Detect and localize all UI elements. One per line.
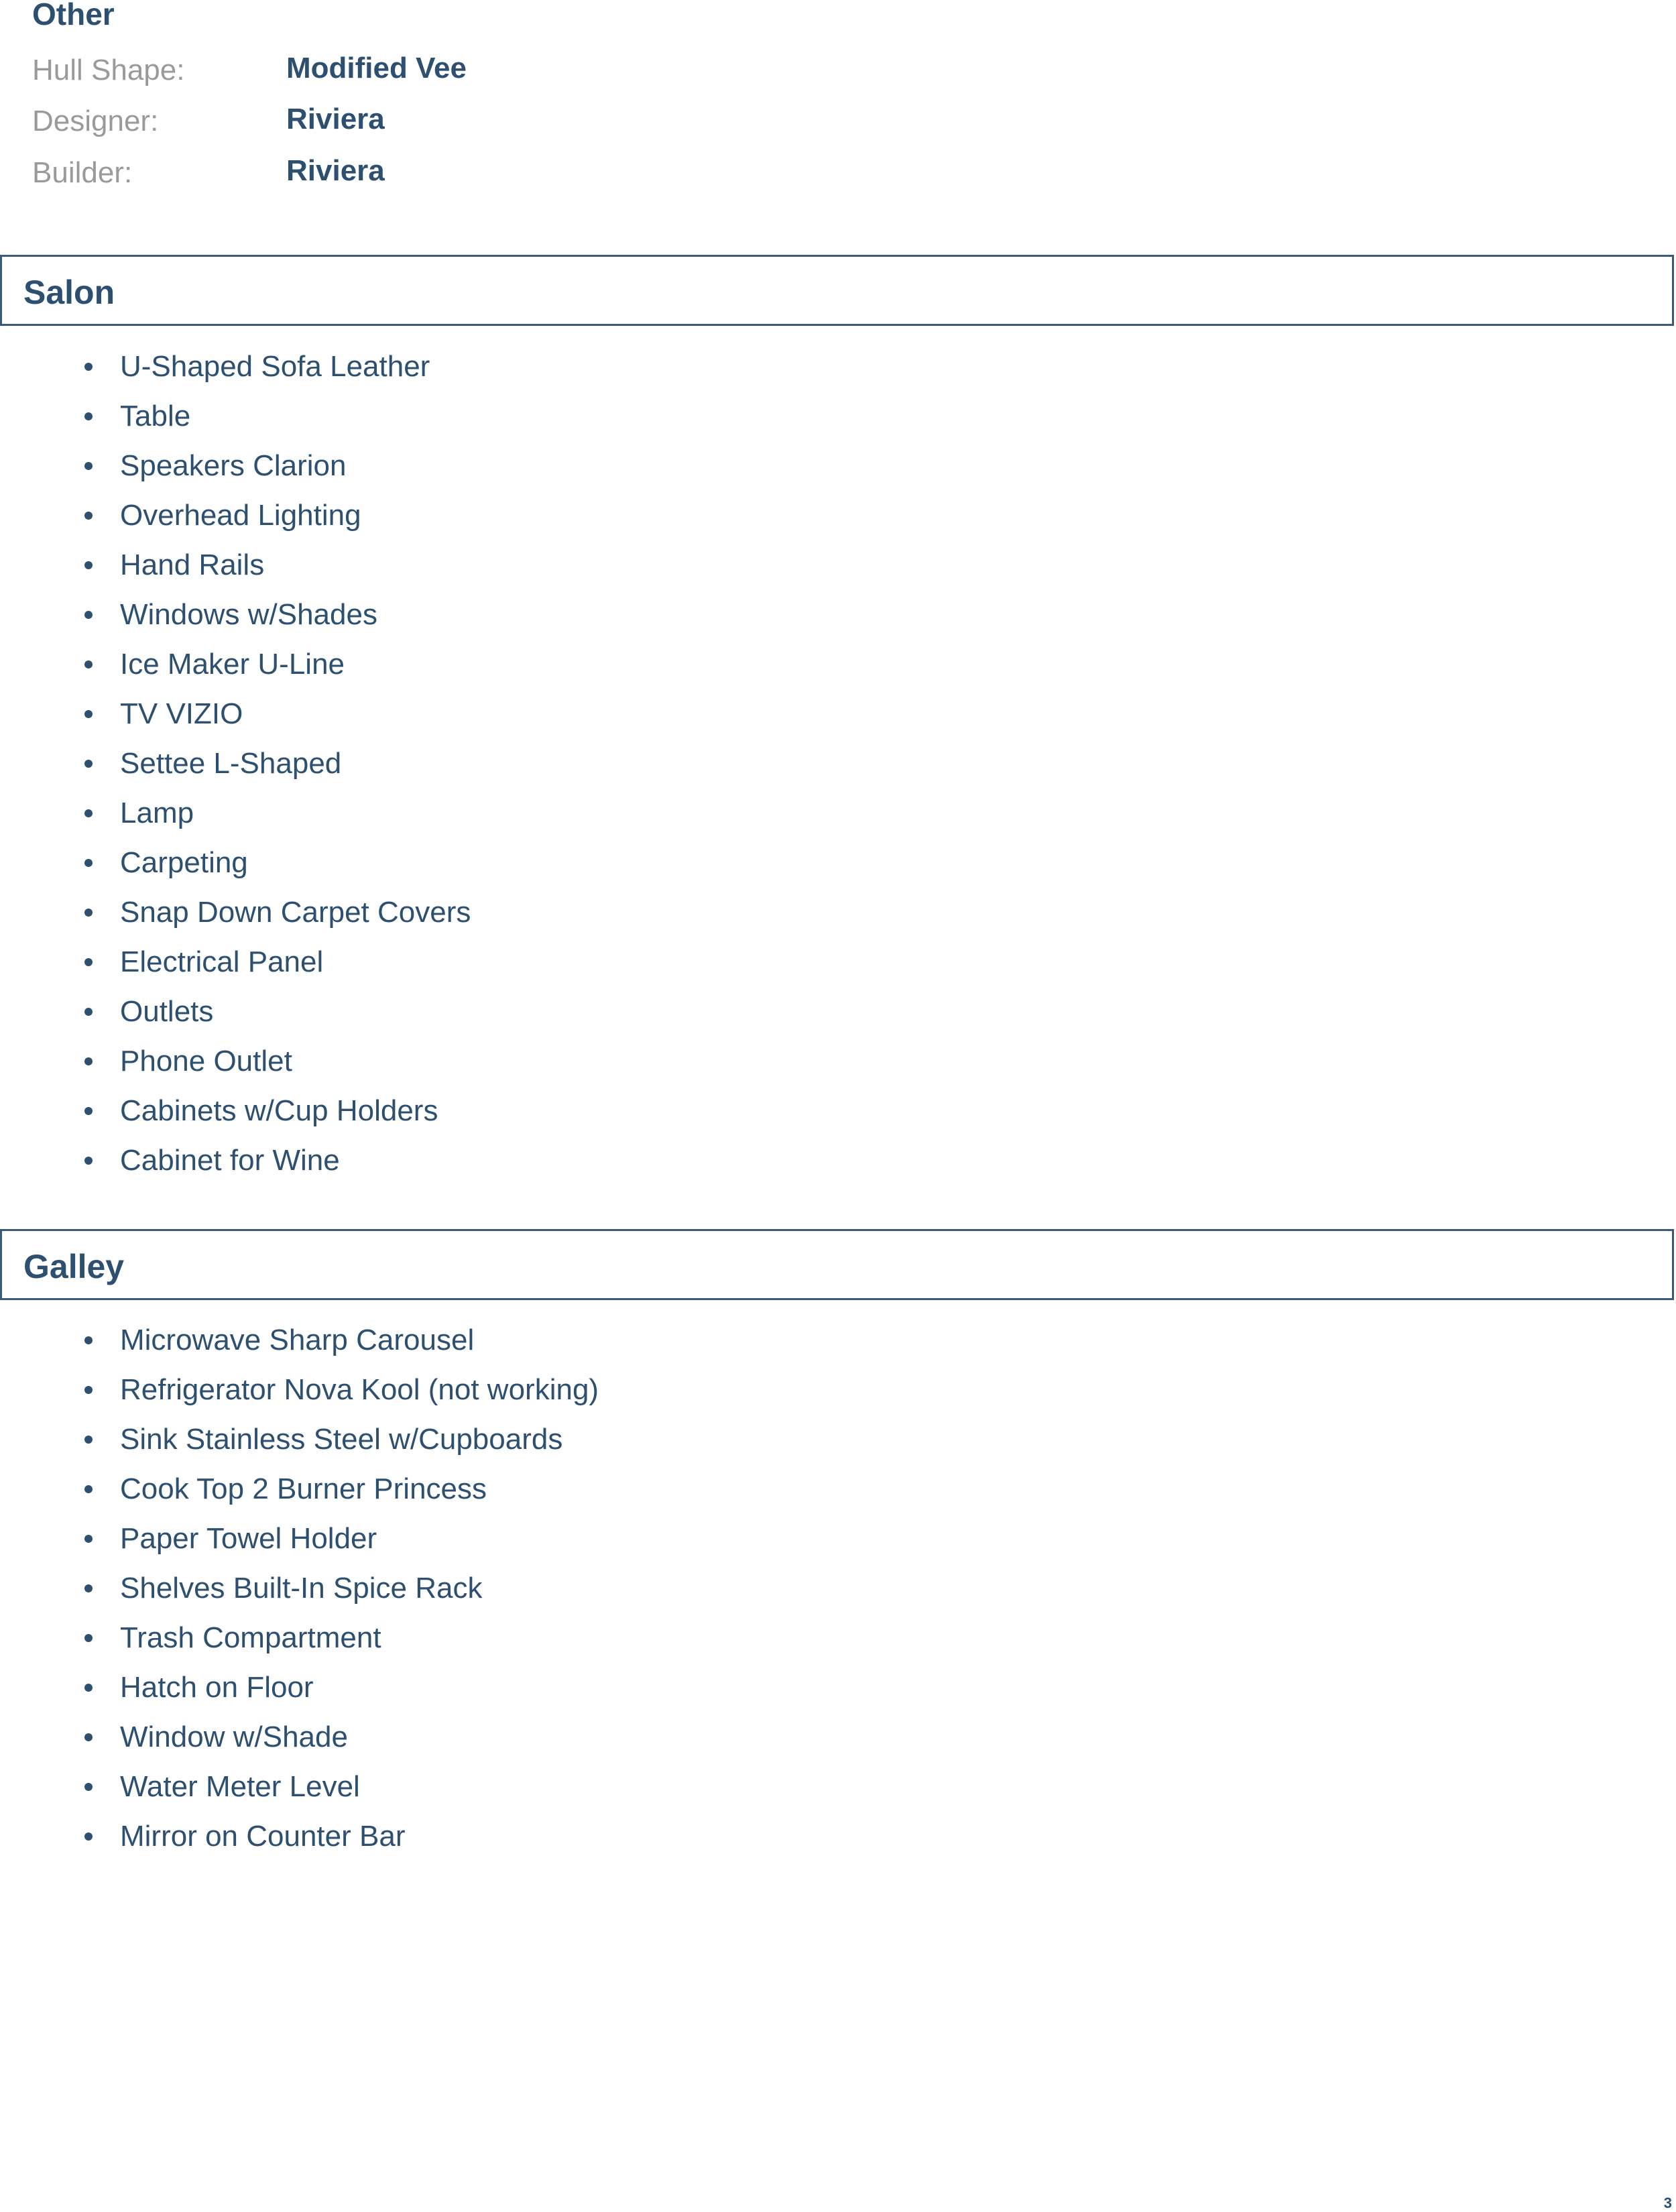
list-item-text: Phone Outlet <box>120 1045 292 1078</box>
spec-label: Designer: <box>32 105 159 137</box>
list-item-text: Hatch on Floor <box>120 1671 314 1704</box>
spec-label: Hull Shape: <box>32 54 185 86</box>
list-item-text: Hand Rails <box>120 548 265 581</box>
bullet-icon <box>84 412 93 420</box>
spec-value: Modified Vee <box>286 52 467 84</box>
bullet-icon <box>84 611 93 619</box>
list-item-text: Shelves Built-In Spice Rack <box>120 1572 483 1605</box>
bullet-icon <box>84 1684 93 1692</box>
list-item-text: Sink Stainless Steel w/Cupboards <box>120 1423 563 1456</box>
galley-section-title: Galley <box>23 1248 125 1285</box>
list-item-text: Electrical Panel <box>120 945 324 978</box>
spec-value: Riviera <box>286 154 385 187</box>
list-item-text: U-Shaped Sofa Leather <box>120 350 430 383</box>
bullet-icon <box>84 859 93 867</box>
spec-value: Riviera <box>286 103 385 135</box>
bullet-icon <box>84 1733 93 1741</box>
bullet-icon <box>84 809 93 817</box>
bullet-icon <box>84 1157 93 1165</box>
bullet-icon <box>84 1057 93 1065</box>
bullet-icon <box>84 1832 93 1841</box>
bullet-icon <box>84 561 93 569</box>
bullet-icon <box>84 909 93 917</box>
bullet-icon <box>84 710 93 718</box>
bullet-icon <box>84 760 93 768</box>
list-item-text: Speakers Clarion <box>120 449 347 482</box>
bullet-icon <box>84 363 93 371</box>
list-item-text: Paper Towel Holder <box>120 1522 377 1555</box>
salon-section-header <box>0 255 1674 326</box>
list-item-text: Settee L-Shaped <box>120 747 342 780</box>
bullet-icon <box>84 660 93 668</box>
bullet-icon <box>84 462 93 470</box>
list-item-text: Carpeting <box>120 846 248 879</box>
bullet-icon <box>84 1336 93 1344</box>
list-item-text: Mirror on Counter Bar <box>120 1820 406 1853</box>
bullet-icon <box>84 1436 93 1444</box>
list-item-text: Snap Down Carpet Covers <box>120 896 471 929</box>
other-heading: Other <box>32 0 115 32</box>
bullet-icon <box>84 512 93 520</box>
spec-row-builder <box>32 153 837 193</box>
list-item-text: Refrigerator Nova Kool (not working) <box>120 1373 599 1406</box>
list-item-text: TV VIZIO <box>120 697 243 730</box>
list-item-text: Cabinets w/Cup Holders <box>120 1094 438 1127</box>
list-item-text: Cabinet for Wine <box>120 1144 340 1177</box>
list-item-text: Microwave Sharp Carousel <box>120 1324 475 1356</box>
bullet-icon <box>84 1634 93 1642</box>
list-item-text: Cook Top 2 Burner Princess <box>120 1472 487 1505</box>
bullet-icon <box>84 1584 93 1592</box>
list-item-text: Window w/Shade <box>120 1721 348 1753</box>
list-item-text: Ice Maker U-Line <box>120 648 345 681</box>
bullet-icon <box>84 1386 93 1394</box>
list-item-text: Overhead Lighting <box>120 499 361 532</box>
spec-row-hull-shape <box>32 50 837 91</box>
spec-row-designer <box>32 101 837 141</box>
salon-section-title: Salon <box>23 274 115 311</box>
list-item-text: Outlets <box>120 995 214 1028</box>
list-item-text: Trash Compartment <box>120 1621 381 1654</box>
list-item-text: Water Meter Level <box>120 1770 360 1803</box>
list-item-text: Lamp <box>120 797 194 829</box>
bullet-icon <box>84 1783 93 1791</box>
page-number: 3 <box>1663 2195 1672 2211</box>
galley-section-header <box>0 1229 1674 1300</box>
bullet-icon <box>84 958 93 966</box>
bullet-icon <box>84 1008 93 1016</box>
list-item-text: Table <box>120 400 191 432</box>
bullet-icon <box>84 1107 93 1115</box>
bullet-icon <box>84 1485 93 1493</box>
spec-label: Builder: <box>32 156 133 189</box>
list-item-text: Windows w/Shades <box>120 598 377 631</box>
bullet-icon <box>84 1535 93 1543</box>
